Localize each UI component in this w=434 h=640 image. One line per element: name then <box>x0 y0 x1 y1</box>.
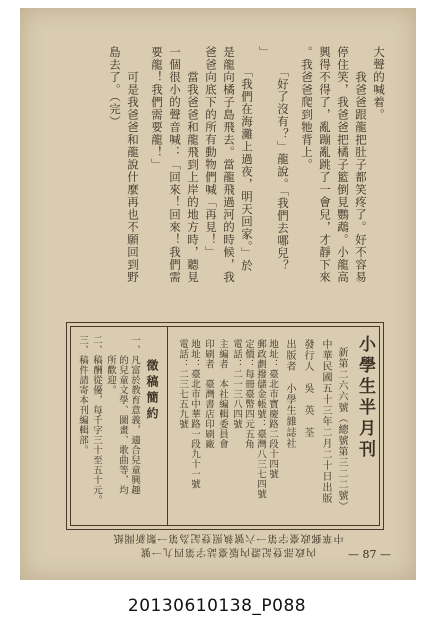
magazine-title: 小學生半月刊 <box>355 335 375 461</box>
notice-item: 二、稿酬從優，每千字三十至五十元。 <box>91 335 102 505</box>
imprint-box <box>66 322 384 530</box>
story-column: 島去了。（完） <box>108 46 122 128</box>
notice-item: 一、凡富於教育意義，適合兒童興趣 <box>129 335 140 495</box>
editor: 主編者 本社編輯委員會 <box>217 339 228 449</box>
notice-item: 的兒童文學、圖畫、歌曲等，均 <box>117 335 128 495</box>
story-column: 」 <box>258 46 272 59</box>
story-column: 是龍向橘子島飛去。當龍飛過河的時候，我 <box>222 46 236 284</box>
story-column: 。我爸爸爬到牠背上。 <box>300 46 314 171</box>
printer-phone: 電話：二三七五九號 <box>177 339 188 429</box>
magazine-issue: 新第二六六號（總號第三二二號） <box>336 347 347 512</box>
story-column: 要龍！我們需要龍！」 <box>150 46 164 171</box>
publisher-phone: 電話：二一三八四號 <box>231 339 242 429</box>
story-column: 大聲的喊着。 <box>372 46 386 121</box>
archive-caption: 20130610138_P088 <box>127 596 307 616</box>
story-column: 我爸爸跟龍把肚子都笑疼了。好不容易 <box>354 46 368 284</box>
story-column: 興得不得了，亂蹦亂跳了一會兒，才靜下來 <box>318 46 332 284</box>
printer: 印刷者 臺灣書店印刷廠 <box>203 339 214 449</box>
notice-title: 徵稿簡約 <box>145 359 159 423</box>
story-column: 可是我爸爸和龍說什麼再也不願回到野 <box>126 46 140 284</box>
story-column: 爸爸向底下的所有動物們喊「再見！」 <box>204 46 218 259</box>
registration-line-2: 內政部登記證內版臺誌字第四九一號 <box>140 546 316 557</box>
imprint-divider <box>167 327 168 525</box>
price: 定價：每冊臺幣四元五角 <box>243 339 254 449</box>
notice-item: 所歡迎。 <box>105 335 116 395</box>
story-column: 一個很小的聲音喊：「回來！回來！我們需 <box>168 46 182 284</box>
publisher-address: 地址：臺北市寶慶路二段十四號 <box>267 339 278 479</box>
registration-line-1: 中華郵政臺字第一六號執照登記為第一類新聞紙 <box>112 532 344 543</box>
story-column: 停住笑，我爸爸把橘子籃倒見鸚鵡。小龍高 <box>336 46 350 284</box>
story-column: 「我們在海灘上過夜，明天回家。」於 <box>240 46 254 272</box>
publisher: 出版者 小學生雜誌社 <box>284 339 295 449</box>
issuer: 發行人 吳 英 荃 <box>302 339 313 438</box>
story-column: 「好了沒有？」龍說。「我們去哪兒？ <box>276 46 290 272</box>
document-page <box>20 8 416 580</box>
publish-date: 中華民國五十三年二月二十日出版 <box>320 339 331 504</box>
postal-account: 郵政劃撥儲金帳號：臺灣八三七四號 <box>255 339 266 499</box>
notice-item: 三、稿件請寄本刊編輯部。 <box>77 335 88 455</box>
printer-address: 地址：臺北市中華路一段九十一號 <box>189 339 200 489</box>
page-number: — 87 — <box>348 548 391 561</box>
story-column: 當我爸爸和龍飛到上岸的地方時，聽見 <box>186 46 200 284</box>
